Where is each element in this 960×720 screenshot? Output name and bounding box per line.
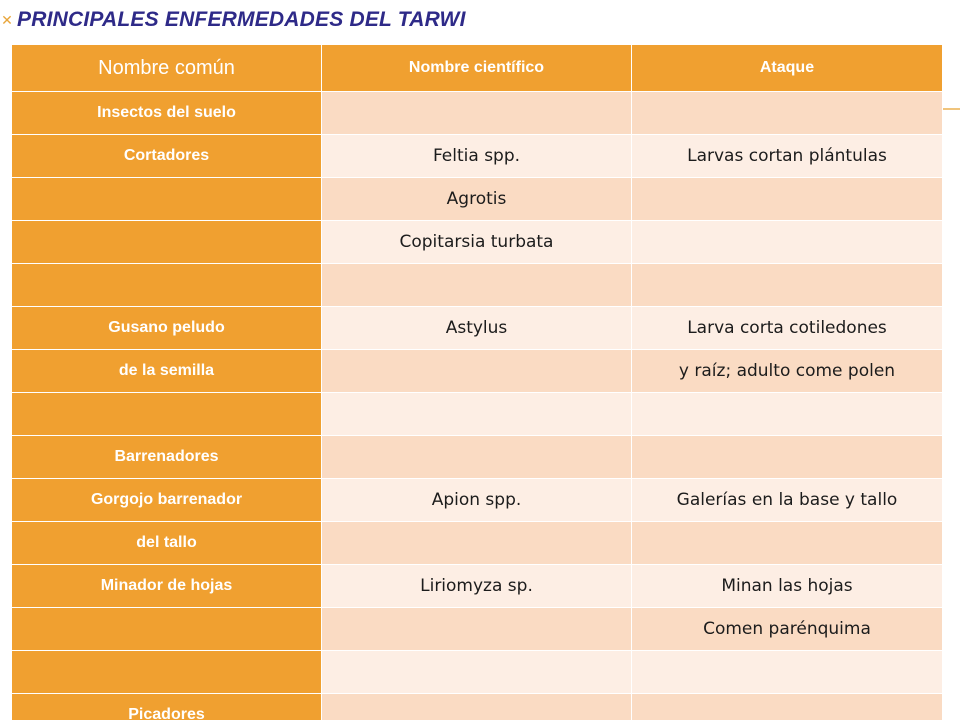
scientific-name-cell: [322, 393, 632, 436]
pests-table-container: [11, 44, 942, 720]
table-row: [12, 92, 943, 135]
scientific-name-cell: [322, 694, 632, 720]
attack-cell: [632, 264, 943, 307]
common-name-cell: Cortadores: [12, 135, 322, 178]
common-name-cell: [12, 221, 322, 264]
attack-cell: [632, 651, 943, 694]
header-scientific-name: Nombre científico: [322, 45, 632, 92]
common-name-cell: Barrenadores: [12, 436, 322, 479]
common-name-cell: [12, 651, 322, 694]
attack-cell: [632, 393, 943, 436]
table-row: [12, 393, 943, 436]
attack-cell: [632, 522, 943, 565]
attack-cell: [632, 221, 943, 264]
table-row: [12, 522, 943, 565]
x-bullet-icon: ✕: [1, 13, 13, 29]
table-row: [12, 479, 943, 522]
table-row: [12, 651, 943, 694]
table-row: [12, 694, 943, 720]
scientific-name-cell: [322, 92, 632, 135]
attack-cell: Galerías en la base y tallo: [632, 479, 943, 522]
scientific-name-cell: Copitarsia turbata: [322, 221, 632, 264]
attack-cell: Minan las hojas: [632, 565, 943, 608]
attack-cell: [632, 694, 943, 720]
scientific-name-cell: [322, 350, 632, 393]
table-row: [12, 608, 943, 651]
common-name-cell: Gusano peludo: [12, 307, 322, 350]
table-row: [12, 135, 943, 178]
scientific-name-cell: [322, 264, 632, 307]
page-title: PRINCIPALES ENFERMEDADES DEL TARWI: [17, 8, 466, 31]
common-name-cell: Picadores: [12, 694, 322, 720]
header-attack: Ataque: [632, 45, 943, 92]
decorative-line: [940, 108, 960, 110]
scientific-name-cell: [322, 651, 632, 694]
scientific-name-cell: [322, 608, 632, 651]
common-name-cell: [12, 178, 322, 221]
header-common-name: Nombre común: [12, 45, 322, 92]
attack-cell: Larvas cortan plántulas: [632, 135, 943, 178]
scientific-name-cell: Agrotis: [322, 178, 632, 221]
table-row: [12, 436, 943, 479]
scientific-name-cell: [322, 436, 632, 479]
scientific-name-cell: [322, 522, 632, 565]
table-row: [12, 178, 943, 221]
common-name-cell: del tallo: [12, 522, 322, 565]
header-row: [12, 45, 943, 92]
pests-table: [11, 44, 943, 720]
common-name-cell: Insectos del suelo: [12, 92, 322, 135]
attack-cell: Comen parénquima: [632, 608, 943, 651]
scientific-name-cell: Feltia spp.: [322, 135, 632, 178]
table-row: [12, 565, 943, 608]
table-header: [12, 45, 943, 92]
common-name-cell: [12, 393, 322, 436]
common-name-cell: de la semilla: [12, 350, 322, 393]
table-row: [12, 264, 943, 307]
common-name-cell: Gorgojo barrenador: [12, 479, 322, 522]
common-name-cell: Minador de hojas: [12, 565, 322, 608]
attack-cell: [632, 92, 943, 135]
table-row: [12, 350, 943, 393]
scientific-name-cell: Astylus: [322, 307, 632, 350]
attack-cell: [632, 436, 943, 479]
scientific-name-cell: Apion spp.: [322, 479, 632, 522]
scientific-name-cell: Liriomyza sp.: [322, 565, 632, 608]
attack-cell: y raíz; adulto come polen: [632, 350, 943, 393]
common-name-cell: [12, 264, 322, 307]
table-body: [12, 92, 943, 720]
table-row: [12, 307, 943, 350]
common-name-cell: [12, 608, 322, 651]
table-row: [12, 221, 943, 264]
attack-cell: [632, 178, 943, 221]
attack-cell: Larva corta cotiledones: [632, 307, 943, 350]
